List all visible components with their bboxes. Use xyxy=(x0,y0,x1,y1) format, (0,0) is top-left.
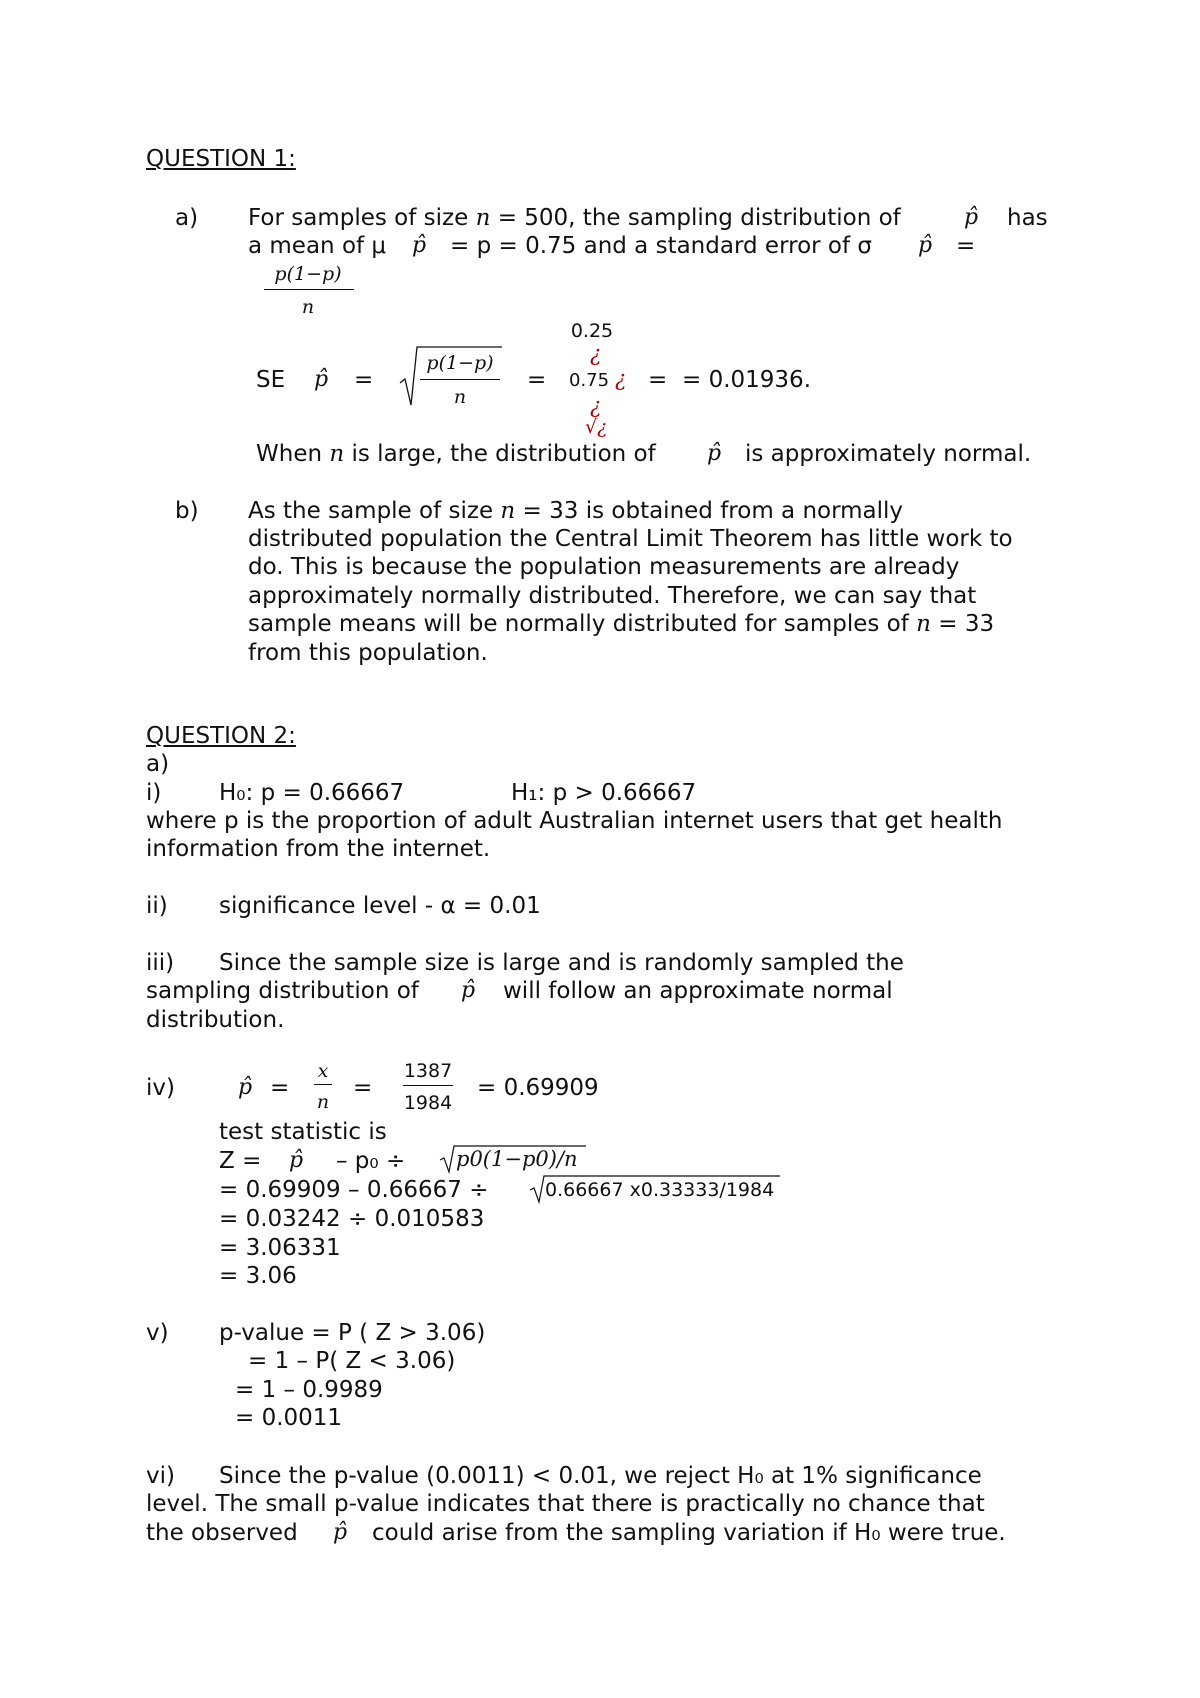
broken-char: ¿ xyxy=(590,342,602,366)
p-hat-symbol: p̂ xyxy=(918,233,933,258)
iv-result: = 0.69909 xyxy=(477,1075,599,1101)
q1a-normal: is approximately normal. xyxy=(745,441,1032,467)
q1a-when: When n is large, the distribution of xyxy=(256,441,656,467)
broken-char: ¿ xyxy=(590,394,602,418)
question-2-heading: QUESTION 2: xyxy=(146,723,296,749)
v-line1: p-value = P ( Z > 3.06) xyxy=(219,1320,486,1346)
q2-vi-label: vi) xyxy=(146,1463,175,1489)
q1b-line1: As the sample of size n = 33 is obtained from a normally xyxy=(248,498,904,524)
broken-char: ¿ xyxy=(615,367,627,391)
q1b-line5: sample means will be normally distributed for samples of n = 33 xyxy=(248,611,995,637)
se-mid-value: 0.75 xyxy=(569,370,610,391)
iv-numerator: 1387 xyxy=(403,1060,453,1082)
q1b-line4: approximately normally distributed. Therefore, we can say that xyxy=(248,583,977,609)
z-radicand: p0(1−p0)/n xyxy=(456,1147,578,1171)
v-line3: = 1 – 0.9989 xyxy=(235,1377,383,1403)
se-result: = 0.01936. xyxy=(682,367,812,393)
equals-sign: = xyxy=(353,1075,373,1101)
equals-sign: = xyxy=(270,1075,290,1101)
fraction-bar xyxy=(264,289,354,290)
equals-sign: = xyxy=(648,367,668,393)
q1b-label: b) xyxy=(175,498,199,524)
q1b-line3: do. This is because the population measurements are already xyxy=(248,554,960,580)
q2-iii-line2a: sampling distribution of xyxy=(146,978,419,1004)
q2-ii-text: significance level - α = 0.01 xyxy=(219,893,541,919)
q2-v-label: v) xyxy=(146,1320,169,1346)
p-hat-symbol: p̂ xyxy=(238,1075,253,1100)
iv-denominator: 1984 xyxy=(403,1092,453,1114)
q1a-line2a: a mean of μ xyxy=(248,233,387,259)
iv-x: x xyxy=(317,1060,329,1082)
fraction-bar xyxy=(314,1084,332,1085)
vi-line3b: could arise from the sampling variation if H₀ were true. xyxy=(372,1520,1006,1546)
vi-line3a: the observed xyxy=(146,1520,298,1546)
fraction-bar xyxy=(403,1085,453,1086)
se-top-value: 0.25 xyxy=(570,320,614,342)
q2-iii-line3: distribution. xyxy=(146,1007,285,1033)
v-line4: = 0.0011 xyxy=(235,1405,343,1431)
q1b-line6: from this population. xyxy=(248,640,488,666)
q1a-has: has xyxy=(1007,205,1048,231)
se-fraction-bar xyxy=(420,379,500,380)
q1a-line2b: = p = 0.75 and a standard error of σ xyxy=(450,233,872,259)
q2-iii-line1: Since the sample size is large and is randomly sampled the xyxy=(219,950,904,976)
q1a-label: a) xyxy=(175,205,199,231)
q2-iii-line2b: will follow an approximate normal xyxy=(503,978,893,1004)
p-hat-symbol: p̂ xyxy=(333,1520,348,1545)
p-hat-symbol: p̂ xyxy=(314,367,329,392)
p-hat-symbol: p̂ xyxy=(412,233,427,258)
q2a-label: a) xyxy=(146,751,170,777)
q2-i-label: i) xyxy=(146,780,162,806)
z-minus-p0: – p₀ ÷ xyxy=(336,1148,406,1174)
p-hat-symbol: p̂ xyxy=(289,1148,304,1173)
se-label: SE xyxy=(256,367,286,393)
v-line2: = 1 – P( Z < 3.06) xyxy=(248,1348,456,1374)
iv-line6: = 3.06 xyxy=(219,1263,297,1289)
se-fraction-numerator: p(1−p) xyxy=(426,352,494,374)
iv-line5: = 3.06331 xyxy=(219,1235,341,1261)
equals-sign: = xyxy=(354,367,374,393)
q2-i-line3: information from the internet. xyxy=(146,836,491,862)
q2-iii-label: iii) xyxy=(146,950,175,976)
vi-line1: Since the p-value (0.0011) < 0.01, we reject H₀ at 1% significance xyxy=(219,1463,982,1489)
equals-sign: = xyxy=(527,367,547,393)
question-1-heading: QUESTION 1: xyxy=(146,146,296,172)
vi-line2: level. The small p-value indicates that there is practically no chance that xyxy=(146,1491,985,1517)
q1b-line2: distributed population the Central Limit Theorem has little work to xyxy=(248,526,1013,552)
q1a-line1: For samples of size n = 500, the sampling distribution of xyxy=(248,205,901,231)
fraction-numerator: p(1−p) xyxy=(274,263,342,285)
fraction-denominator: n xyxy=(301,296,315,318)
q1a-line2c: = xyxy=(956,233,976,259)
q2-i-line2: where p is the proportion of adult Australian internet users that get health xyxy=(146,808,1003,834)
null-hypothesis: H₀: p = 0.66667 xyxy=(219,780,405,806)
q2-ii-label: ii) xyxy=(146,893,168,919)
p-hat-symbol: p̂ xyxy=(964,205,979,230)
se-fraction-denominator: n xyxy=(453,386,467,408)
q2-iv-label: iv) xyxy=(146,1075,175,1101)
p-hat-symbol: p̂ xyxy=(707,441,722,466)
test-statistic-label: test statistic is xyxy=(219,1119,387,1145)
p-hat-symbol: p̂ xyxy=(461,978,476,1003)
iv-n: n xyxy=(316,1091,330,1113)
broken-sqrt: √¿ xyxy=(585,416,608,438)
iv-line4: = 0.03242 ÷ 0.010583 xyxy=(219,1206,485,1232)
alt-hypothesis: H₁: p > 0.66667 xyxy=(511,780,697,806)
iv-line3: = 0.69909 – 0.66667 ÷ xyxy=(219,1177,489,1203)
iv-radicand: 0.66667 x0.33333/1984 xyxy=(545,1179,775,1201)
z-equals: Z = xyxy=(219,1148,262,1174)
